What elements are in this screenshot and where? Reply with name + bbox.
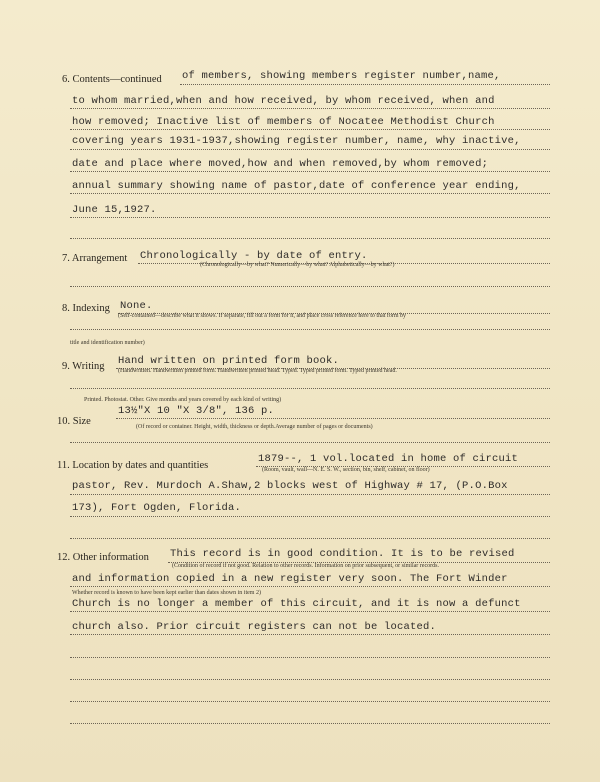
- contents-rule-8: [70, 238, 550, 239]
- indexing-hint-2: title and identification number): [70, 340, 145, 346]
- other-hint-2: Whether record is known to have been kept earlier than dates shown in item 2): [72, 590, 261, 596]
- writing-rule-2: [70, 388, 550, 389]
- writing-value: Hand written on printed form book.: [118, 355, 340, 367]
- arrangement-value: Chronologically - by date of entry.: [140, 250, 368, 262]
- contents-line-7: June 15,1927.: [72, 204, 157, 216]
- other-rule-4: [70, 634, 550, 635]
- size-hint: (Of record or container. Height, width, thickness or depth.Average number of pages or documents): [136, 424, 373, 430]
- arrangement-rule-2: [70, 286, 550, 287]
- writing-hint-1: (Handwritten. Handwritten printed form. Handwritten printed head. Typed. Typed printed form. Typed printed head.: [118, 368, 397, 374]
- writing-label: 9. Writing: [62, 361, 105, 372]
- other-line-3: Church is no longer a member of this circuit, and it is now a defunct: [72, 598, 521, 610]
- blank-rule-2: [70, 679, 550, 680]
- other-rule-2: [70, 586, 550, 587]
- blank-rule-3: [70, 701, 550, 702]
- size-label: 10. Size: [57, 416, 91, 427]
- contents-rule-5: [70, 171, 550, 172]
- contents-rule-1: [180, 84, 550, 85]
- other-rule-3: [70, 611, 550, 612]
- arrangement-hint: (Chronologically—by what? Numerically—by what? Alphabetically—by what?): [200, 262, 395, 268]
- contents-rule-2: [70, 108, 550, 109]
- size-value: 13½"X 10 "X 3/8", 136 p.: [118, 405, 275, 417]
- indexing-label: 8. Indexing: [62, 303, 110, 314]
- other-line-4: church also. Prior circuit registers can not be located.: [72, 621, 437, 633]
- contents-line-5: date and place where moved,how and when removed,by whom removed;: [72, 158, 489, 170]
- indexing-value: None.: [120, 300, 153, 312]
- other-label: 12. Other information: [57, 552, 149, 563]
- location-rule-4: [70, 538, 550, 539]
- location-line-2: pastor, Rev. Murdoch A.Shaw,2 blocks west of Highway # 17, (P.O.Box: [72, 480, 508, 492]
- location-line-3: 173), Fort Ogden, Florida.: [72, 502, 242, 514]
- indexing-rule-2: [70, 329, 550, 330]
- writing-hint-2: Printed. Photostat. Other. Give months and years covered by each kind of writing): [84, 397, 282, 403]
- location-label: 11. Location by dates and quantities: [57, 460, 209, 471]
- location-hint: (Room, vault, wall—N. E. S. W., section, bin, shelf, cabinet, on floor): [262, 467, 430, 473]
- contents-line-2: to whom married,when and how received, by whom received, when and: [72, 95, 495, 107]
- size-rule-2: [70, 442, 550, 443]
- arrangement-label: 7. Arrangement: [62, 253, 128, 264]
- location-value: 1879--, 1 vol.located in home of circuit: [258, 453, 519, 465]
- contents-label: 6. Contents—continued: [62, 74, 162, 85]
- contents-rule-4: [70, 149, 550, 150]
- contents-rule-6: [70, 193, 550, 194]
- size-rule: [116, 418, 550, 419]
- indexing-hint-1: (Self-contained—describe what it shows. If separate, fill out a form for it, and place cross reference here to that form by: [118, 313, 407, 319]
- location-rule-2: [70, 494, 550, 495]
- contents-line-1: of members, showing members register number,name,: [182, 70, 501, 82]
- blank-rule-4: [70, 723, 550, 724]
- contents-rule-7: [70, 217, 550, 218]
- blank-rule-1: [70, 657, 550, 658]
- contents-line-3: how removed; Inactive list of members of Nocatee Methodist Church: [72, 116, 495, 128]
- location-rule-3: [70, 516, 550, 517]
- other-value: This record is in good condition. It is to be revised: [170, 548, 515, 560]
- contents-rule-3: [70, 129, 550, 130]
- other-hint-1: (Condition of record if not good. Relation to other records. Information on prior subsequent, or similar records.: [172, 563, 439, 569]
- contents-line-6: annual summary showing name of pastor,date of conference year ending,: [72, 180, 521, 192]
- other-line-2: and information copied in a new register very soon. The Fort Winder: [72, 573, 508, 585]
- contents-line-4: covering years 1931-1937,showing register number, name, why inactive,: [72, 135, 521, 147]
